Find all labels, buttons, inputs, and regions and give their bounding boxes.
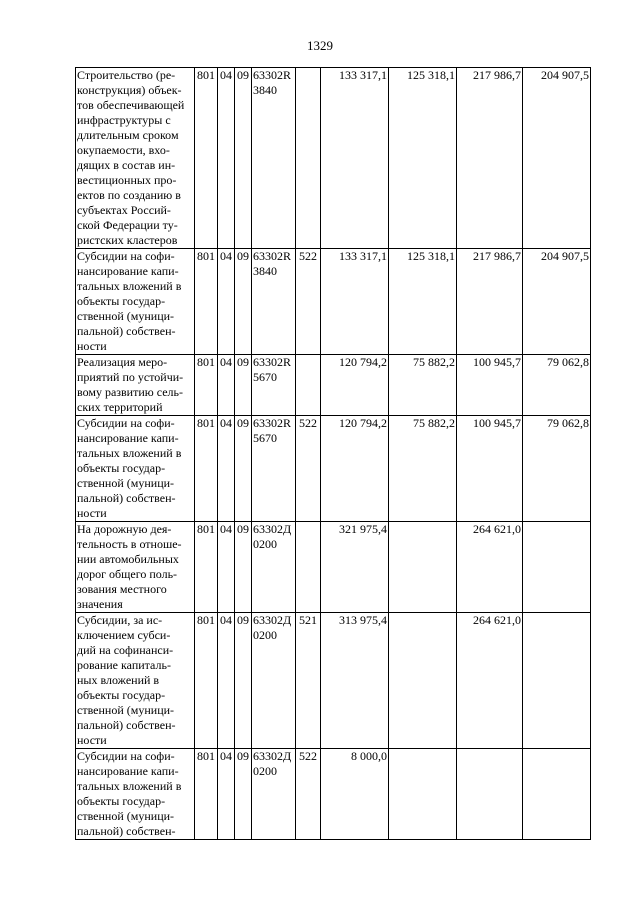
row-name-line: объекты государ- — [77, 794, 166, 808]
ministry-code-cell: 801 — [195, 355, 218, 416]
ministry-code-cell: 801 — [195, 68, 218, 249]
row-name-line: ственной (муници- — [77, 703, 175, 717]
table-row — [76, 613, 591, 749]
row-name-line: ственной (муници- — [77, 309, 175, 323]
target-article-line: 0200 — [253, 764, 277, 778]
row-name-line: Строительство (ре- — [77, 68, 176, 82]
amount-cell-v2 — [389, 522, 457, 613]
row-name-line: вому развитию сель- — [77, 385, 183, 399]
row-name-line: рование капиталь- — [77, 658, 171, 672]
section-code-cell: 04 — [218, 355, 235, 416]
row-name-line: ристских кластеров — [77, 233, 178, 247]
row-name-cell — [76, 613, 195, 749]
row-name-line: дящих в состав ин- — [77, 158, 176, 172]
row-name-cell — [76, 249, 195, 355]
row-name-line: длительным сроком — [77, 128, 179, 142]
ministry-code-cell: 801 — [195, 613, 218, 749]
target-article-line: 3840 — [253, 264, 277, 278]
row-name-line: приятий по устойчи- — [77, 370, 184, 384]
row-name-line: Реализация меро- — [77, 355, 168, 369]
target-article-cell — [252, 249, 296, 355]
row-name-line: Субсидии на софи- — [77, 749, 175, 763]
amount-cell-v4: 204 907,5 — [523, 68, 591, 249]
row-name-line: инфраструктуры с — [77, 113, 171, 127]
table-row — [76, 355, 591, 416]
row-name-line: ственной (муници- — [77, 476, 175, 490]
row-name-line: ских территорий — [77, 400, 163, 414]
row-name-line: пальной) собствен- — [77, 491, 176, 505]
subsection-code-cell: 09 — [235, 355, 252, 416]
amount-cell-v1: 120 794,2 — [321, 355, 389, 416]
target-article-line: 63302R — [253, 355, 292, 369]
row-name-line: ственной (муници- — [77, 809, 175, 823]
table-row — [76, 749, 591, 840]
ministry-code-cell: 801 — [195, 522, 218, 613]
table-row — [76, 416, 591, 522]
amount-cell-v1: 8 000,0 — [321, 749, 389, 840]
section-code-cell: 04 — [218, 416, 235, 522]
amount-cell-v1: 120 794,2 — [321, 416, 389, 522]
amount-cell-v4 — [523, 613, 591, 749]
target-article-cell — [252, 749, 296, 840]
amount-cell-v2 — [389, 749, 457, 840]
ministry-code-cell: 801 — [195, 249, 218, 355]
row-name-line: пальной) собствен- — [77, 718, 176, 732]
section-code-cell: 04 — [218, 749, 235, 840]
row-name-line: нии автомобильных — [77, 552, 179, 566]
expense-type-cell — [296, 68, 321, 249]
row-name-line: зования местного — [77, 582, 167, 596]
row-name-line: тельность в отноше- — [77, 537, 182, 551]
section-code-cell: 04 — [218, 522, 235, 613]
target-article-line: 63302Д — [253, 613, 292, 627]
row-name-line: тальных вложений в — [77, 446, 182, 460]
row-name-line: дорог общего поль- — [77, 567, 178, 581]
section-code-cell: 04 — [218, 68, 235, 249]
target-article-line: 3840 — [253, 83, 277, 97]
section-code-cell: 04 — [218, 249, 235, 355]
row-name-line: тальных вложений в — [77, 779, 182, 793]
table-row — [76, 522, 591, 613]
target-article-line: 63302R — [253, 249, 292, 263]
row-name-line: тальных вложений в — [77, 279, 182, 293]
amount-cell-v2: 75 882,2 — [389, 355, 457, 416]
target-article-cell — [252, 613, 296, 749]
row-name-line: пальной) собствен- — [77, 824, 176, 838]
amount-cell-v3: 264 621,0 — [457, 613, 523, 749]
row-name-line: ектов по созданию в — [77, 188, 181, 202]
expense-type-cell — [296, 522, 321, 613]
amount-cell-v2: 125 318,1 — [389, 249, 457, 355]
subsection-code-cell: 09 — [235, 416, 252, 522]
amount-cell-v2: 75 882,2 — [389, 416, 457, 522]
amount-cell-v2: 125 318,1 — [389, 68, 457, 249]
row-name-line: тов обеспечивающей — [77, 98, 185, 112]
expense-type-cell: 522 — [296, 416, 321, 522]
amount-cell-v4 — [523, 749, 591, 840]
table-row — [76, 68, 591, 249]
target-article-line: 0200 — [253, 628, 277, 642]
expense-type-cell: 521 — [296, 613, 321, 749]
amount-cell-v3: 217 986,7 — [457, 249, 523, 355]
amount-cell-v3 — [457, 749, 523, 840]
amount-cell-v1: 133 317,1 — [321, 68, 389, 249]
expense-type-cell: 522 — [296, 749, 321, 840]
target-article-cell — [252, 68, 296, 249]
row-name-cell — [76, 355, 195, 416]
subsection-code-cell: 09 — [235, 68, 252, 249]
ministry-code-cell: 801 — [195, 749, 218, 840]
target-article-line: 63302Д — [253, 749, 292, 763]
row-name-line: Субсидии на софи- — [77, 249, 175, 263]
row-name-line: нансирование капи- — [77, 764, 179, 778]
row-name-cell — [76, 522, 195, 613]
row-name-line: ской Федерации ту- — [77, 218, 178, 232]
row-name-line: объекты государ- — [77, 461, 166, 475]
amount-cell-v1: 313 975,4 — [321, 613, 389, 749]
row-name-line: дий на софинанси- — [77, 643, 174, 657]
amount-cell-v4: 79 062,8 — [523, 355, 591, 416]
subsection-code-cell: 09 — [235, 749, 252, 840]
amount-cell-v4: 204 907,5 — [523, 249, 591, 355]
subsection-code-cell: 09 — [235, 249, 252, 355]
row-name-line: ключением субси- — [77, 628, 171, 642]
row-name-line: конструкция) объек- — [77, 83, 182, 97]
row-name-line: объекты государ- — [77, 294, 166, 308]
row-name-line: На дорожную дея- — [77, 522, 172, 536]
target-article-line: 63302R — [253, 68, 292, 82]
page-number: 1329 — [307, 38, 333, 53]
target-article-cell — [252, 355, 296, 416]
row-name-line: Субсидии, за ис- — [77, 613, 163, 627]
expense-type-cell: 522 — [296, 249, 321, 355]
row-name-cell — [76, 416, 195, 522]
row-name-line: Субсидии на софи- — [77, 416, 175, 430]
row-name-line: пальной) собствен- — [77, 324, 176, 338]
subsection-code-cell: 09 — [235, 522, 252, 613]
amount-cell-v3: 100 945,7 — [457, 355, 523, 416]
target-article-line: 63302R — [253, 416, 292, 430]
table-body — [76, 68, 591, 840]
amount-cell-v4 — [523, 522, 591, 613]
row-name-line: ных вложений в — [77, 673, 160, 687]
row-name-line: объекты государ- — [77, 688, 166, 702]
row-name-line: субъектах Россий- — [77, 203, 171, 217]
ministry-code-cell: 801 — [195, 416, 218, 522]
table-row — [76, 249, 591, 355]
row-name-line: окупаемости, вхо- — [77, 143, 170, 157]
target-article-line: 63302Д — [253, 522, 292, 536]
section-code-cell: 04 — [218, 613, 235, 749]
row-name-line: ности — [77, 339, 107, 353]
row-name-line: ности — [77, 506, 107, 520]
expense-type-cell — [296, 355, 321, 416]
target-article-line: 0200 — [253, 537, 277, 551]
amount-cell-v3: 217 986,7 — [457, 68, 523, 249]
budget-table — [75, 67, 591, 840]
target-article-line: 5670 — [253, 431, 277, 445]
target-article-line: 5670 — [253, 370, 277, 384]
row-name-line: вестиционных про- — [77, 173, 177, 187]
target-article-cell — [252, 522, 296, 613]
row-name-line: ности — [77, 733, 107, 747]
row-name-cell — [76, 68, 195, 249]
amount-cell-v1: 133 317,1 — [321, 249, 389, 355]
amount-cell-v3: 264 621,0 — [457, 522, 523, 613]
row-name-cell — [76, 749, 195, 840]
row-name-line: нансирование капи- — [77, 264, 179, 278]
subsection-code-cell: 09 — [235, 613, 252, 749]
amount-cell-v3: 100 945,7 — [457, 416, 523, 522]
row-name-line: значения — [77, 597, 123, 611]
amount-cell-v1: 321 975,4 — [321, 522, 389, 613]
target-article-cell — [252, 416, 296, 522]
row-name-line: нансирование капи- — [77, 431, 179, 445]
amount-cell-v4: 79 062,8 — [523, 416, 591, 522]
amount-cell-v2 — [389, 613, 457, 749]
